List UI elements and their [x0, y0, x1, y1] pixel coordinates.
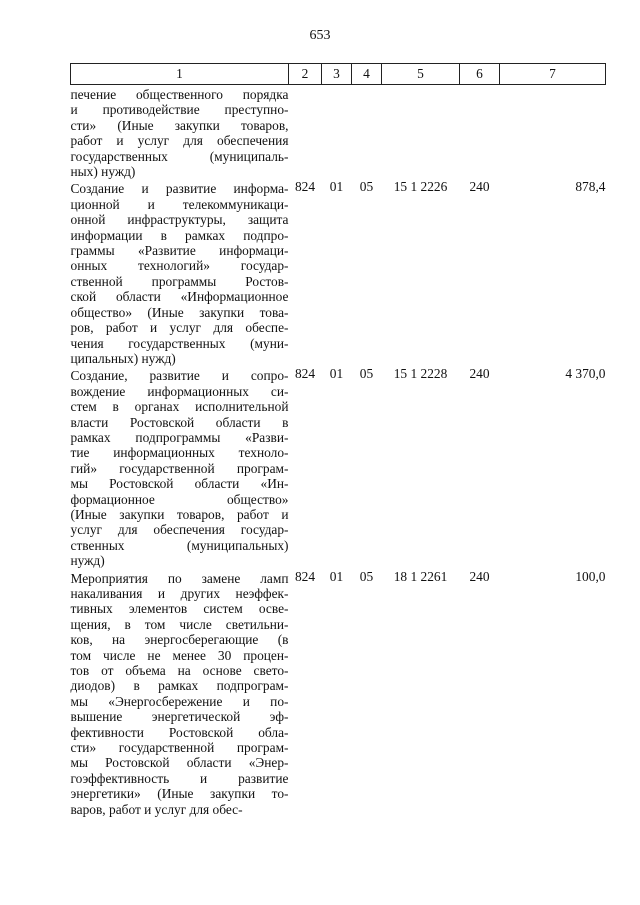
description-line: вождение информационных си-: [70, 383, 289, 399]
description-line: ков, на энергосберегающие (в: [70, 632, 289, 648]
description-line: диодов) в рамках подпрограм-: [70, 678, 289, 694]
section-cell: 01: [329, 366, 344, 382]
table-body: [71, 85, 606, 818]
col-header-6: 6: [460, 64, 500, 85]
description-line: ственной программы Ростов-: [70, 273, 289, 289]
description-line: общество» (Иные закупки това-: [70, 304, 289, 320]
description-line: ципальных) нужд): [70, 350, 176, 366]
description-line: фективности Ростовской обла-: [70, 724, 289, 740]
amount-cell: 100,0: [575, 568, 606, 584]
description-line: щения, в том числе светильни-: [70, 616, 289, 632]
target-article-cell: 15 1 2226: [393, 179, 448, 195]
target-article-cell: 15 1 2228: [393, 366, 448, 382]
amount-cell: 878,4: [575, 179, 606, 195]
description-line: гоэффективность и развитие: [70, 770, 289, 786]
row-description: [71, 569, 289, 818]
description-line: работ и услуг для обеспечения: [70, 133, 289, 149]
subsection-cell: 05: [359, 366, 374, 382]
description-line: тивных элементов систем осве-: [70, 601, 289, 617]
col-header-2: 2: [289, 64, 322, 85]
admin-code-cell: 824: [294, 366, 316, 382]
target-article-cell: [382, 85, 460, 180]
description-line: онных технологий» государ-: [70, 258, 289, 274]
col-header-4: 4: [352, 64, 382, 85]
description-line: мы «Энергосбережение и по-: [70, 693, 289, 709]
table-row: [71, 569, 606, 818]
section-cell: [322, 85, 352, 180]
description-line: мы Ростовской области «Ин-: [70, 476, 289, 492]
expense-type-cell: 240: [469, 568, 490, 584]
description-line: власти Ростовской области в: [70, 414, 289, 430]
description-line: ской области «Информационное: [70, 289, 289, 305]
expense-type-cell: 240: [469, 179, 490, 195]
expense-type-cell: 240: [469, 366, 490, 382]
description-line: услуг для обеспечения государ-: [70, 522, 289, 538]
description-line: рамках подпрограммы «Разви-: [70, 429, 289, 445]
row-description: [71, 366, 289, 568]
description-line: информации в рамках подпро-: [70, 227, 289, 243]
description-line: Мероприятия по замене ламп: [70, 570, 289, 586]
description-line: тов от объема на основе свето-: [70, 663, 289, 679]
description-line: энергетики» (Иные закупки то-: [70, 786, 289, 802]
admin-code-cell: 824: [294, 179, 316, 195]
admin-code-cell: [289, 85, 322, 180]
col-header-5: 5: [382, 64, 460, 85]
description-line: ственных (муниципальных): [70, 537, 289, 553]
description-line: ных) нужд): [70, 164, 136, 180]
amount-cell: 4 370,0: [565, 366, 606, 382]
description-line: сти» (Иные закупки товаров,: [70, 117, 289, 133]
description-line: том числе не менее 30 процен-: [70, 647, 289, 663]
description-line: нужд): [70, 553, 105, 569]
section-cell: 01: [329, 568, 344, 584]
table-row: [71, 366, 606, 568]
admin-code-cell: 824: [294, 568, 316, 584]
table-row: [71, 179, 606, 366]
description-line: (Иные закупки товаров, работ и: [70, 506, 289, 522]
row-description: [71, 85, 289, 180]
section-cell: 01: [329, 179, 344, 195]
description-line: ционной и телекоммуникаци-: [70, 196, 289, 212]
table-row: [71, 85, 606, 180]
description-line: Создание, развитие и сопро-: [70, 368, 289, 384]
description-line: накаливания и других неэффек-: [70, 586, 289, 601]
description-line: стем в органах исполнительной: [70, 399, 289, 415]
col-header-3: 3: [322, 64, 352, 85]
row-description: [71, 179, 289, 366]
expense-type-cell: [460, 85, 500, 180]
description-line: тие информационных техноло-: [70, 445, 289, 461]
description-line: варов, работ и услуг для обес-: [70, 801, 243, 817]
description-line: вышение энергетической эф-: [70, 709, 289, 725]
description-line: и противодействие преступно-: [70, 102, 289, 118]
amount-cell: [500, 85, 606, 180]
header-row: [71, 64, 606, 85]
page-number: 653: [309, 28, 331, 43]
description-line: сти» государственной програм-: [70, 740, 289, 756]
description-line: мы Ростовской области «Энер-: [70, 755, 289, 771]
description-line: граммы «Развитие информаци-: [70, 243, 289, 259]
subsection-cell: [352, 85, 382, 180]
description-line: онной инфраструктуры, защита: [70, 212, 289, 228]
description-line: чения государственных (муни-: [70, 335, 289, 351]
description-line: ров, работ и услуг для обеспе-: [70, 320, 289, 336]
subsection-cell: 05: [359, 568, 374, 584]
target-article-cell: 18 1 2261: [393, 568, 448, 584]
col-header-1: 1: [71, 64, 289, 85]
description-line: государственных (муниципаль-: [70, 148, 289, 164]
description-line: формационное общество»: [70, 491, 289, 507]
description-line: гий» государственной програм-: [70, 460, 289, 476]
col-header-7: 7: [500, 64, 606, 85]
description-line: печение общественного порядка: [70, 87, 289, 102]
subsection-cell: 05: [359, 179, 374, 195]
description-line: Создание и развитие информа-: [70, 181, 289, 197]
budget-table: [70, 63, 606, 817]
